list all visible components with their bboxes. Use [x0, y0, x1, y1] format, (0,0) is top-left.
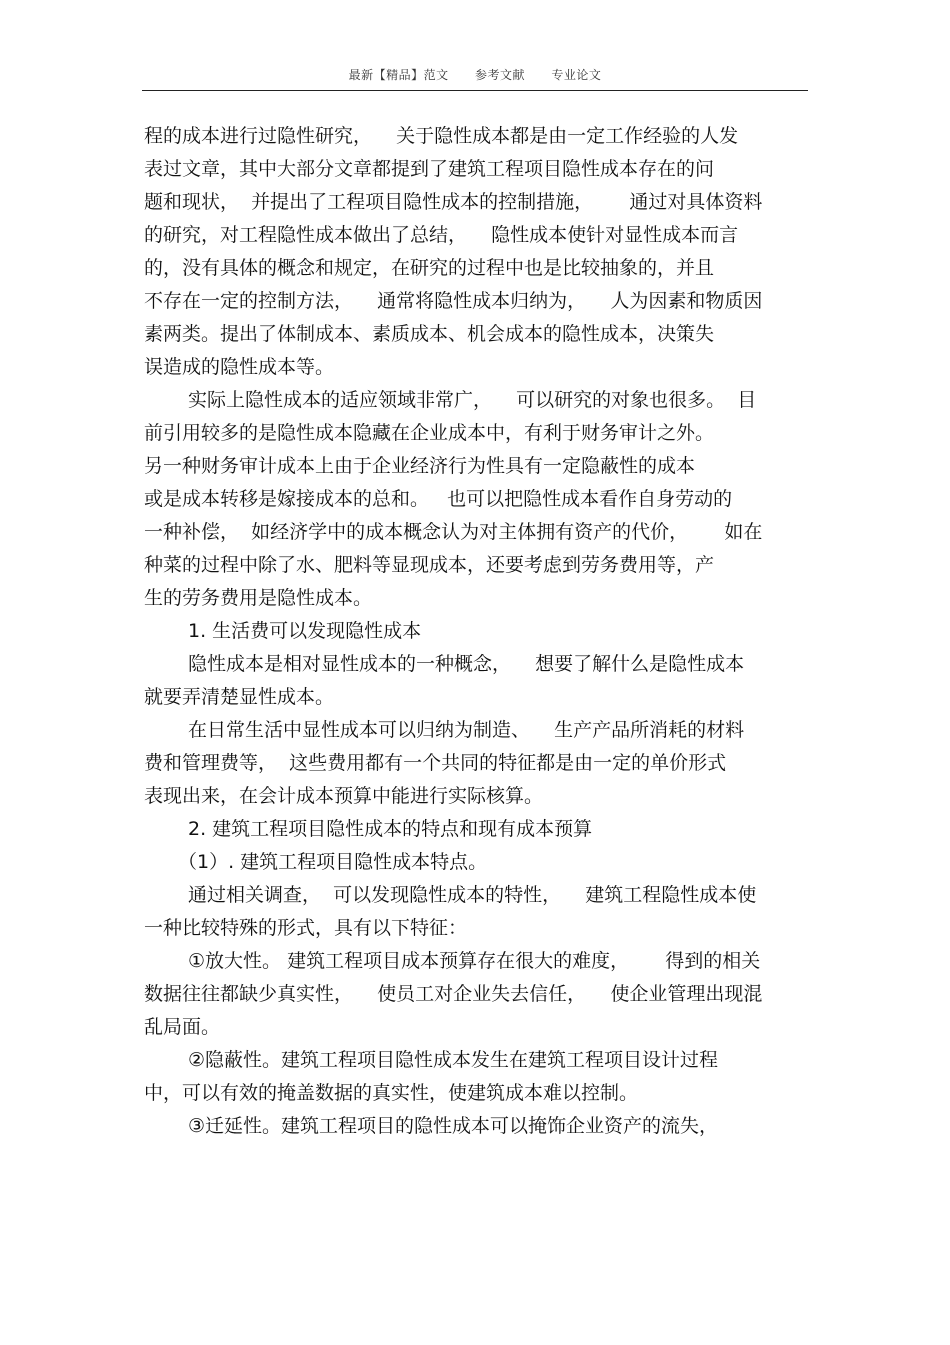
- text-line: 前引用较多的是隐性成本隐藏在企业成本中，有利于财务审计之外。: [144, 422, 715, 444]
- text-line: 题和现状， 并提出了工程项目隐性成本的控制措施， 通过对具体资料: [144, 191, 763, 213]
- text-line: 程的成本进行过隐性研究， 关于隐性成本都是由一定工作经验的人发: [144, 125, 739, 147]
- text-line: 的研究，对工程隐性成本做出了总结， 隐性成本使针对显性成本而言: [144, 224, 739, 246]
- text-line: ②隐蔽性。建筑工程项目隐性成本发生在建筑工程项目设计过程: [188, 1049, 719, 1071]
- text-line: 或是成本转移是嫁接成本的总和。 也可以把隐性成本看作自身劳动的: [144, 488, 733, 510]
- text-line: ③迁延性。建筑工程项目的隐性成本可以掩饰企业资产的流失，: [188, 1115, 719, 1137]
- text-line: 中，可以有效的掩盖数据的真实性，使建筑成本难以控制。: [144, 1082, 639, 1104]
- page-header: [142, 66, 808, 83]
- text-line: 乱局面。: [144, 1016, 221, 1038]
- section-heading: 2. 建筑工程项目隐性成本的特点和现有成本预算: [188, 818, 593, 840]
- text-line: 不存在一定的控制方法， 通常将隐性成本归纳为， 人为因素和物质因: [144, 290, 763, 312]
- text-line: 素两类。提出了体制成本、素质成本、机会成本的隐性成本，决策失: [144, 323, 715, 345]
- text-line: 种菜的过程中除了水、肥料等显现成本，还要考虑到劳务费用等，产: [144, 554, 715, 576]
- text-line: 一种补偿， 如经济学中的成本概念认为对主体拥有资产的代价， 如在: [144, 521, 763, 543]
- text-line: 一种比较特殊的形式，具有以下特征：: [144, 917, 468, 939]
- text-line: 误造成的隐性成本等。: [144, 356, 335, 378]
- text-line: 隐性成本是相对显性成本的一种概念， 想要了解什么是隐性成本: [188, 653, 745, 675]
- text-line: ①放大性。 建筑工程项目成本预算存在很大的难度， 得到的相关: [188, 950, 761, 972]
- text-line: 表过文章，其中大部分文章都提到了建筑工程项目隐性成本存在的问: [144, 158, 715, 180]
- header-item-lunwen: 专业论文: [551, 68, 602, 82]
- text-line: 就要弄清楚显性成本。: [144, 686, 335, 708]
- text-line: 生的劳务费用是隐性成本。: [144, 587, 373, 609]
- text-line: 数据往往都缺少真实性， 使员工对企业失去信任， 使企业管理出现混: [144, 983, 763, 1005]
- text-line: 表现出来，在会计成本预算中能进行实际核算。: [144, 785, 544, 807]
- section-heading: 1. 生活费可以发现隐性成本: [188, 620, 422, 642]
- subsection-heading: （1）. 建筑工程项目隐性成本特点。: [178, 851, 488, 873]
- text-line: 通过相关调查， 可以发现隐性成本的特性， 建筑工程隐性成本使: [188, 884, 757, 906]
- text-line: 实际上隐性成本的适应领域非常广， 可以研究的对象也很多。 目: [188, 389, 757, 411]
- header-item-fanwen: 最新【精品】范文: [348, 68, 449, 82]
- text-line: 在日常生活中显性成本可以归纳为制造、 生产产品所消耗的材料: [188, 719, 745, 741]
- header-item-cankao: 参考文献: [474, 68, 525, 82]
- header-divider: [142, 90, 808, 91]
- text-line: 的，没有具体的概念和规定，在研究的过程中也是比较抽象的，并且: [144, 257, 715, 279]
- text-line: 费和管理费等， 这些费用都有一个共同的特征都是由一定的单价形式: [144, 752, 727, 774]
- text-line: 另一种财务审计成本上由于企业经济行为性具有一定隐蔽性的成本: [144, 455, 696, 477]
- document-body: [144, 120, 806, 1143]
